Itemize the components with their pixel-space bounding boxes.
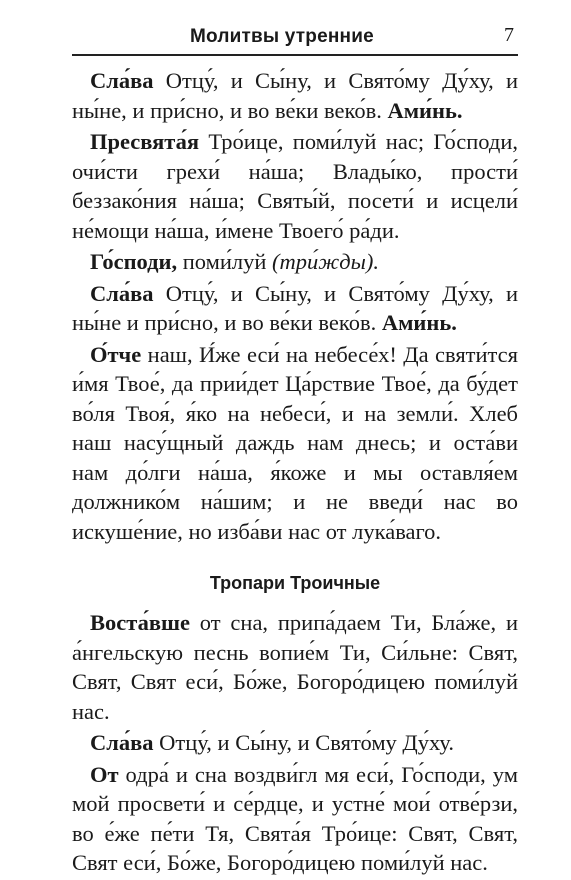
- section-heading: Тропари Троичные: [209, 573, 381, 593]
- paragraph-lead: Сла́ва: [90, 280, 154, 306]
- page-number: 7: [504, 24, 514, 46]
- paragraph-text: Тро́ице, поми́луй нас; Го́споди, очи́сти грехи́ на́ша; Влады́ко, прости́ беззако́ния на́ша; Святы́й, посети́ и исцели́ не́мощи на́ша, и́мене Твоего́ ра́ди.: [72, 129, 518, 243]
- header-rule: [72, 54, 518, 56]
- paragraph-lead: Сла́ва: [90, 730, 154, 755]
- paragraph-text: поми́луй: [177, 249, 273, 274]
- paragraph-text: Отцу́, и Сы́ну, и Свято́му Ду́ху.: [153, 730, 455, 755]
- paragraph-lead: От: [90, 761, 119, 787]
- paragraph-text: Отцу́, и Сы́ну, и Свято́му Ду́ху, и ны́не, и при́сно, и во ве́ки веко́в.: [72, 68, 518, 123]
- paragraph-rubric: (три́жды).: [272, 249, 379, 274]
- paragraph-text: от сна, припа́даем Ти, Бла́же, и а́нгельскую песнь вопие́м Ти, Си́льне: Свят, Свят, Свят еси́, Бо́же, Богоро́дицею поми́луй нас.: [72, 610, 518, 724]
- paragraph-our-father: [72, 340, 518, 547]
- paragraph-troparion-2: [72, 760, 518, 878]
- paragraph-glory-3: [72, 728, 518, 758]
- paragraph-text: наш, И́же еси́ на небесе́х! Да святи́тся и́мя Твое́, да прии́дет Ца́рствие Твое́, да бу́дет во́ля Твоя́, я́ко на небеси́, и на земли́. Хлеб наш насу́щный даждь нам днесь; и оста́ви нам до́лги на́ша, я́коже и мы оставля́ем должнико́м на́шим; и не введи́ нас во искуше́ние, но изба́ви нас от лука́ваго.: [72, 341, 518, 544]
- paragraph-troparion-1: [72, 608, 518, 726]
- paragraph-lord-have-mercy: [72, 247, 518, 277]
- paragraph-lead: О́тче: [90, 341, 142, 367]
- paragraph-lead: Воста́вше: [90, 610, 190, 635]
- running-header: [72, 22, 518, 52]
- paragraph-text: одра́ и сна воздви́гл мя еси́, Го́споди, ум мой просвети́ и се́рдце, и устне́ мои́ отве́рзи, во е́же пе́ти Тя, Свята́я Тро́ице: Свят, Свят, Свят еси́, Бо́же, Богоро́дицею поми́луй нас.: [72, 761, 518, 875]
- paragraph-lead: Пресвята́я: [90, 129, 200, 154]
- paragraph-text: Отцу́, и Сы́ну, и Свято́му Ду́ху, и ны́не и при́сно, и во ве́ки веко́в.: [72, 280, 518, 335]
- paragraph-lead: Сла́ва: [90, 68, 154, 93]
- prayer-text: [72, 66, 518, 880]
- paragraph-amen: Ами́нь.: [381, 310, 457, 335]
- paragraph-amen: Ами́нь.: [387, 97, 463, 123]
- paragraph-most-holy-trinity: [72, 127, 518, 245]
- paragraph-lead: Го́споди,: [90, 249, 178, 274]
- paragraph-glory-2: [72, 279, 518, 338]
- paragraph-glory-1: [72, 66, 518, 125]
- running-header-title: Молитвы утренние: [190, 26, 374, 47]
